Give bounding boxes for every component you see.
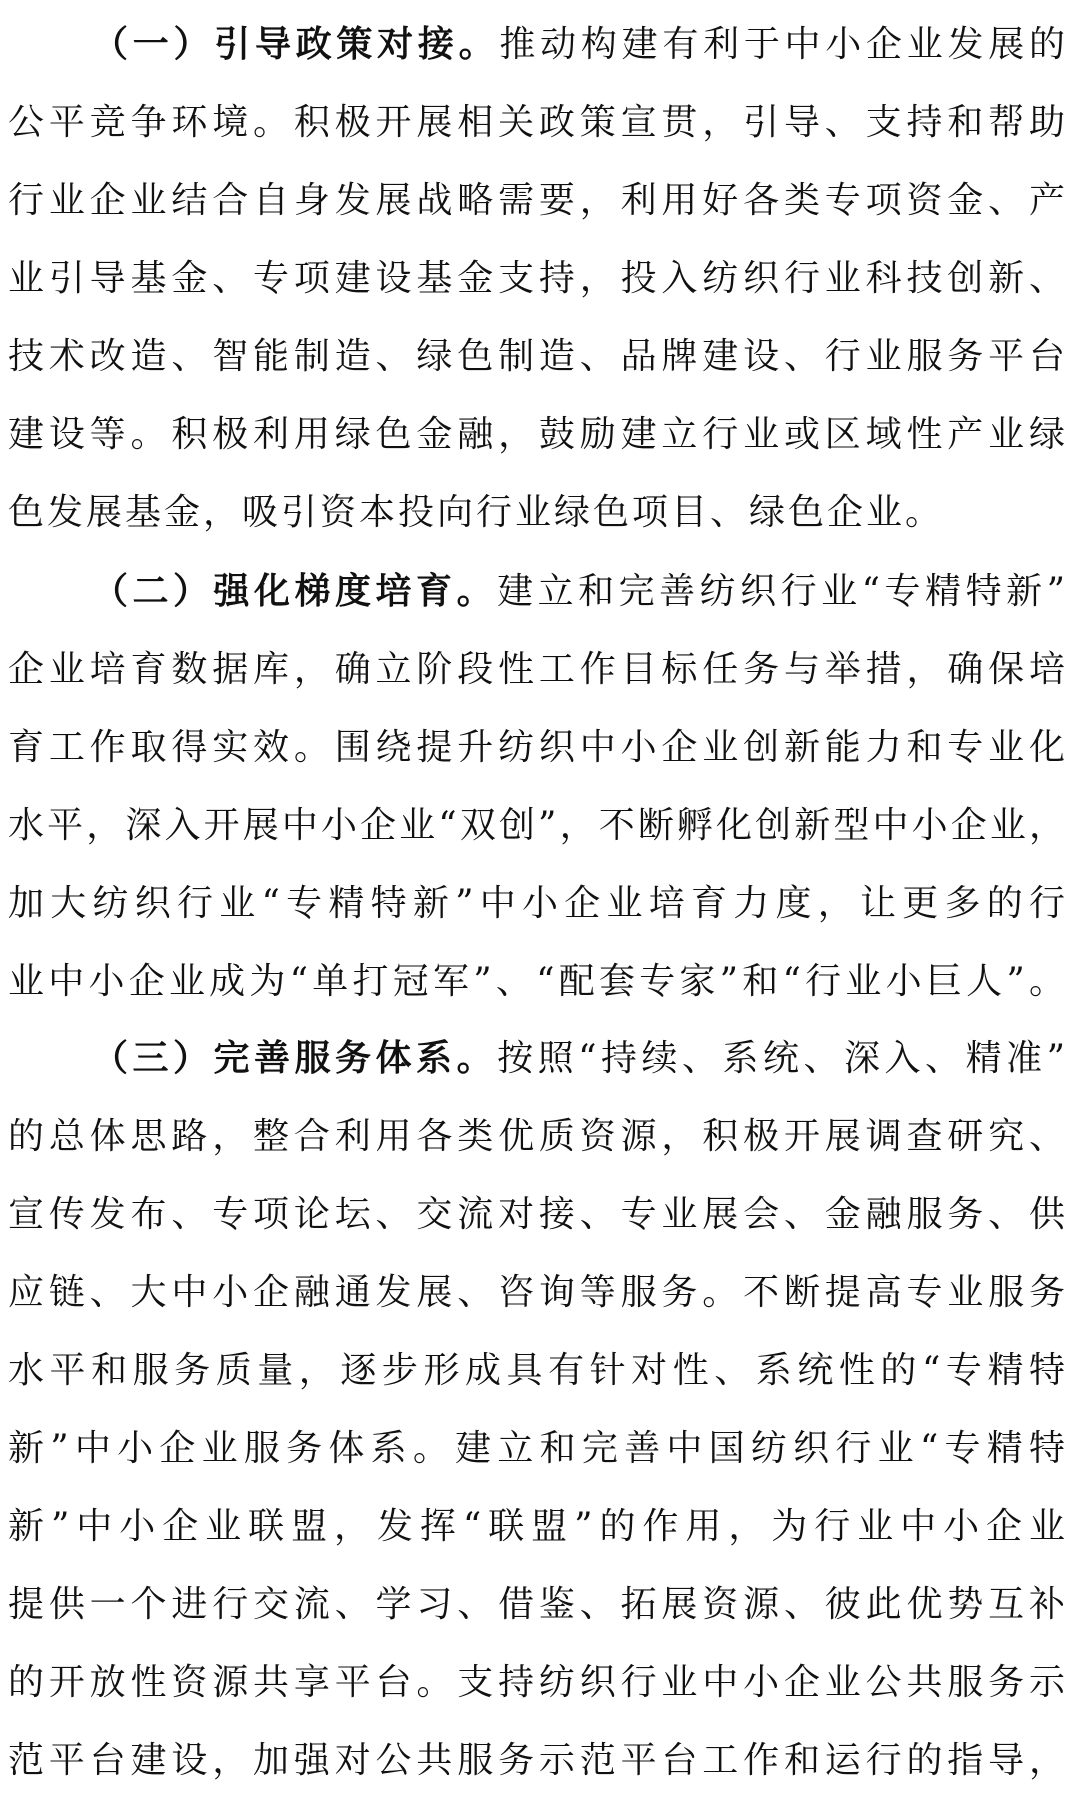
paragraph-line: 业中小企业成为“单打冠军”、“配套专家”和“行业小巨人”。 — [8, 961, 1068, 1002]
paragraph-line: 技术改造、智能制造、绿色制造、品牌建设、行业服务平台 — [8, 336, 1068, 377]
paragraph-line: 新”中小企业服务体系。建立和完善中国纺织行业“专精特 — [8, 1428, 1068, 1469]
paragraph-line: 的开放性资源共享平台。支持纺织行业中小企业公共服务示 — [8, 1662, 1068, 1703]
paragraph-line: 水平，深入开展中小企业“双创”，不断孵化创新型中小企业， — [8, 805, 1068, 846]
paragraph-line: 行业企业结合自身发展战略需要，利用好各类专项资金、产 — [8, 180, 1068, 221]
line-text: 推动构建有利于中小企业发展的 — [499, 24, 1068, 65]
paragraph-line: 的总体思路，整合利用各类优质资源，积极开展调查研究、 — [8, 1116, 1068, 1157]
paragraph-line: 水平和服务质量，逐步形成具有针对性、系统性的“专精特 — [8, 1350, 1068, 1391]
paragraph-line: 色发展基金，吸引资本投向行业绿色项目、绿色企业。 — [8, 492, 945, 533]
paragraph-line: 应链、大中小企融通发展、咨询等服务。不断提高专业服务 — [8, 1272, 1068, 1313]
section-heading: （二）强化梯度培育。 — [92, 571, 498, 612]
paragraph-line: 育工作取得实效。围绕提升纺织中小企业创新能力和专业化 — [8, 727, 1068, 768]
paragraph-line: 建设等。积极利用绿色金融，鼓励建立行业或区域性产业绿 — [8, 414, 1068, 455]
paragraph-line — [8, 6, 1068, 84]
paragraph-line — [8, 553, 1068, 631]
paragraph-line: 宣传发布、专项论坛、交流对接、专业展会、金融服务、供 — [8, 1194, 1068, 1235]
paragraph-line: 公平竞争环境。积极开展相关政策宣贯，引导、支持和帮助 — [8, 102, 1068, 143]
section-heading: （三）完善服务体系。 — [92, 1038, 498, 1079]
paragraph-service-system — [0, 1020, 1080, 1800]
paragraph-policy-docking — [0, 6, 1080, 552]
paragraph-line: 业引导基金、专项建设基金支持，投入纺织行业科技创新、 — [8, 258, 1068, 299]
paragraph-line — [8, 1020, 1068, 1098]
paragraph-line: 范平台建设，加强对公共服务示范平台工作和运行的指导， — [8, 1740, 1068, 1781]
line-text: 建立和完善纺织行业“专精特新” — [497, 571, 1068, 612]
line-text: 按照“持续、系统、深入、精准” — [497, 1038, 1068, 1079]
paragraph-line: 加大纺织行业“专精特新”中小企业培育力度，让更多的行 — [8, 883, 1068, 924]
section-heading: （一）引导政策对接。 — [92, 24, 500, 65]
paragraph-line: 提供一个进行交流、学习、借鉴、拓展资源、彼此优势互补 — [8, 1584, 1068, 1625]
paragraph-line: 新”中小企业联盟，发挥“联盟”的作用，为行业中小企业 — [8, 1506, 1068, 1547]
paragraph-gradient-cultivation — [0, 553, 1080, 1021]
paragraph-line: 企业培育数据库，确立阶段性工作目标任务与举措，确保培 — [8, 649, 1068, 690]
